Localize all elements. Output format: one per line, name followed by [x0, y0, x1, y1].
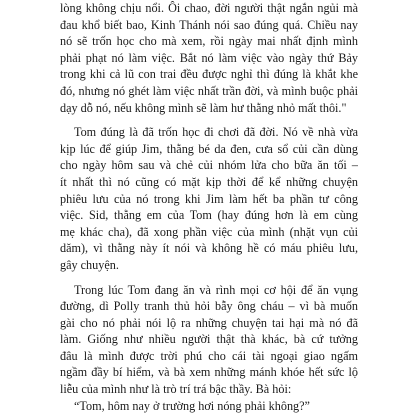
paragraph-gap [60, 274, 358, 282]
text-line: dăm), vì thằng này ít nói và không hề có máu phiêu lưu, [60, 241, 358, 256]
text-line: “Tom, hôm nay ở trường hơi nóng phải không?” [74, 398, 310, 413]
text-line: trong khi cả lũ con trai đều được nghỉ thì đúng là khắt khe [60, 67, 358, 82]
text-line: việc. Sid, thằng em của Tom (hay đúng hơn là em cùng [60, 208, 358, 223]
paragraph-2 [60, 124, 358, 273]
text-line: lòng không chịu nổi. Ôi chao, đời người thật ngắn ngủi mà [60, 1, 358, 15]
text-line: làm. Giống như nhiều người thật thà khác, bà cứ tưởng [60, 332, 358, 347]
paragraph-gap [60, 116, 358, 124]
paragraph-3 [60, 282, 358, 398]
text-line: cho ngày hôm sau và chẻ củi nhóm lửa cho bữa ăn tối – [60, 158, 358, 173]
text-line: kịp lúc để giúp Jim, thằng bé da đen, cưa sổ củi cần dùng [60, 141, 358, 156]
paragraph-4 [60, 398, 358, 414]
text-line: Tom đúng là đã trốn học đi chơi đã đời. Nó về nhà vừa [74, 125, 358, 140]
text-line: phải phạt nó làm việc. Bắt nó làm việc vào ngày thứ Bảy [60, 50, 358, 65]
text-line: đường, dì Polly tranh thủ hỏi bẫy ông cháu – vì bà muốn [60, 299, 358, 314]
text-line: Trong lúc Tom đang ăn và rình mọi cơ hội để ăn vụng [74, 282, 358, 297]
text-line: gây chuyện. [60, 257, 119, 272]
text-line: đó, nhưng nó ghét làm việc nhất trần đời, và mình buộc phải [60, 83, 358, 98]
paragraph-1 [60, 0, 358, 116]
text-line: ngầm đầy bí hiểm, và bà xem những mánh khóe hết sức lộ [60, 365, 358, 380]
text-line: gài cho nó phải nói lộ ra những chuyện tai hại mà nó đã [60, 315, 358, 330]
text-line: nó sẽ trốn học cho mà xem, rồi ngày mai nhất định mình [60, 34, 358, 49]
text-column [60, 0, 358, 414]
text-line: đau khổ biết bao, Kinh Thánh nói sao đúng quá. Chiều nay [60, 17, 358, 32]
text-line: dạy dỗ nó, nếu không mình sẽ làm hư thằng nhỏ mất thôi." [60, 100, 347, 115]
text-line: đâu là mình được trời phú cho cái tài ngoại giao ngấm [60, 348, 358, 363]
text-line: ít nhất thì nó cũng có mặt kịp thời để kể những chuyện [60, 174, 358, 189]
text-line: mẹ khác cha), đã xong phần việc của mình (nhặt vụn củi [60, 224, 358, 239]
text-line: phiêu lưu của nó trong khi Jim làm hết ba phần tư công [60, 191, 358, 206]
text-line: liễu của mình như là trò trí trá bậc thầy. Bà hỏi: [60, 382, 292, 397]
